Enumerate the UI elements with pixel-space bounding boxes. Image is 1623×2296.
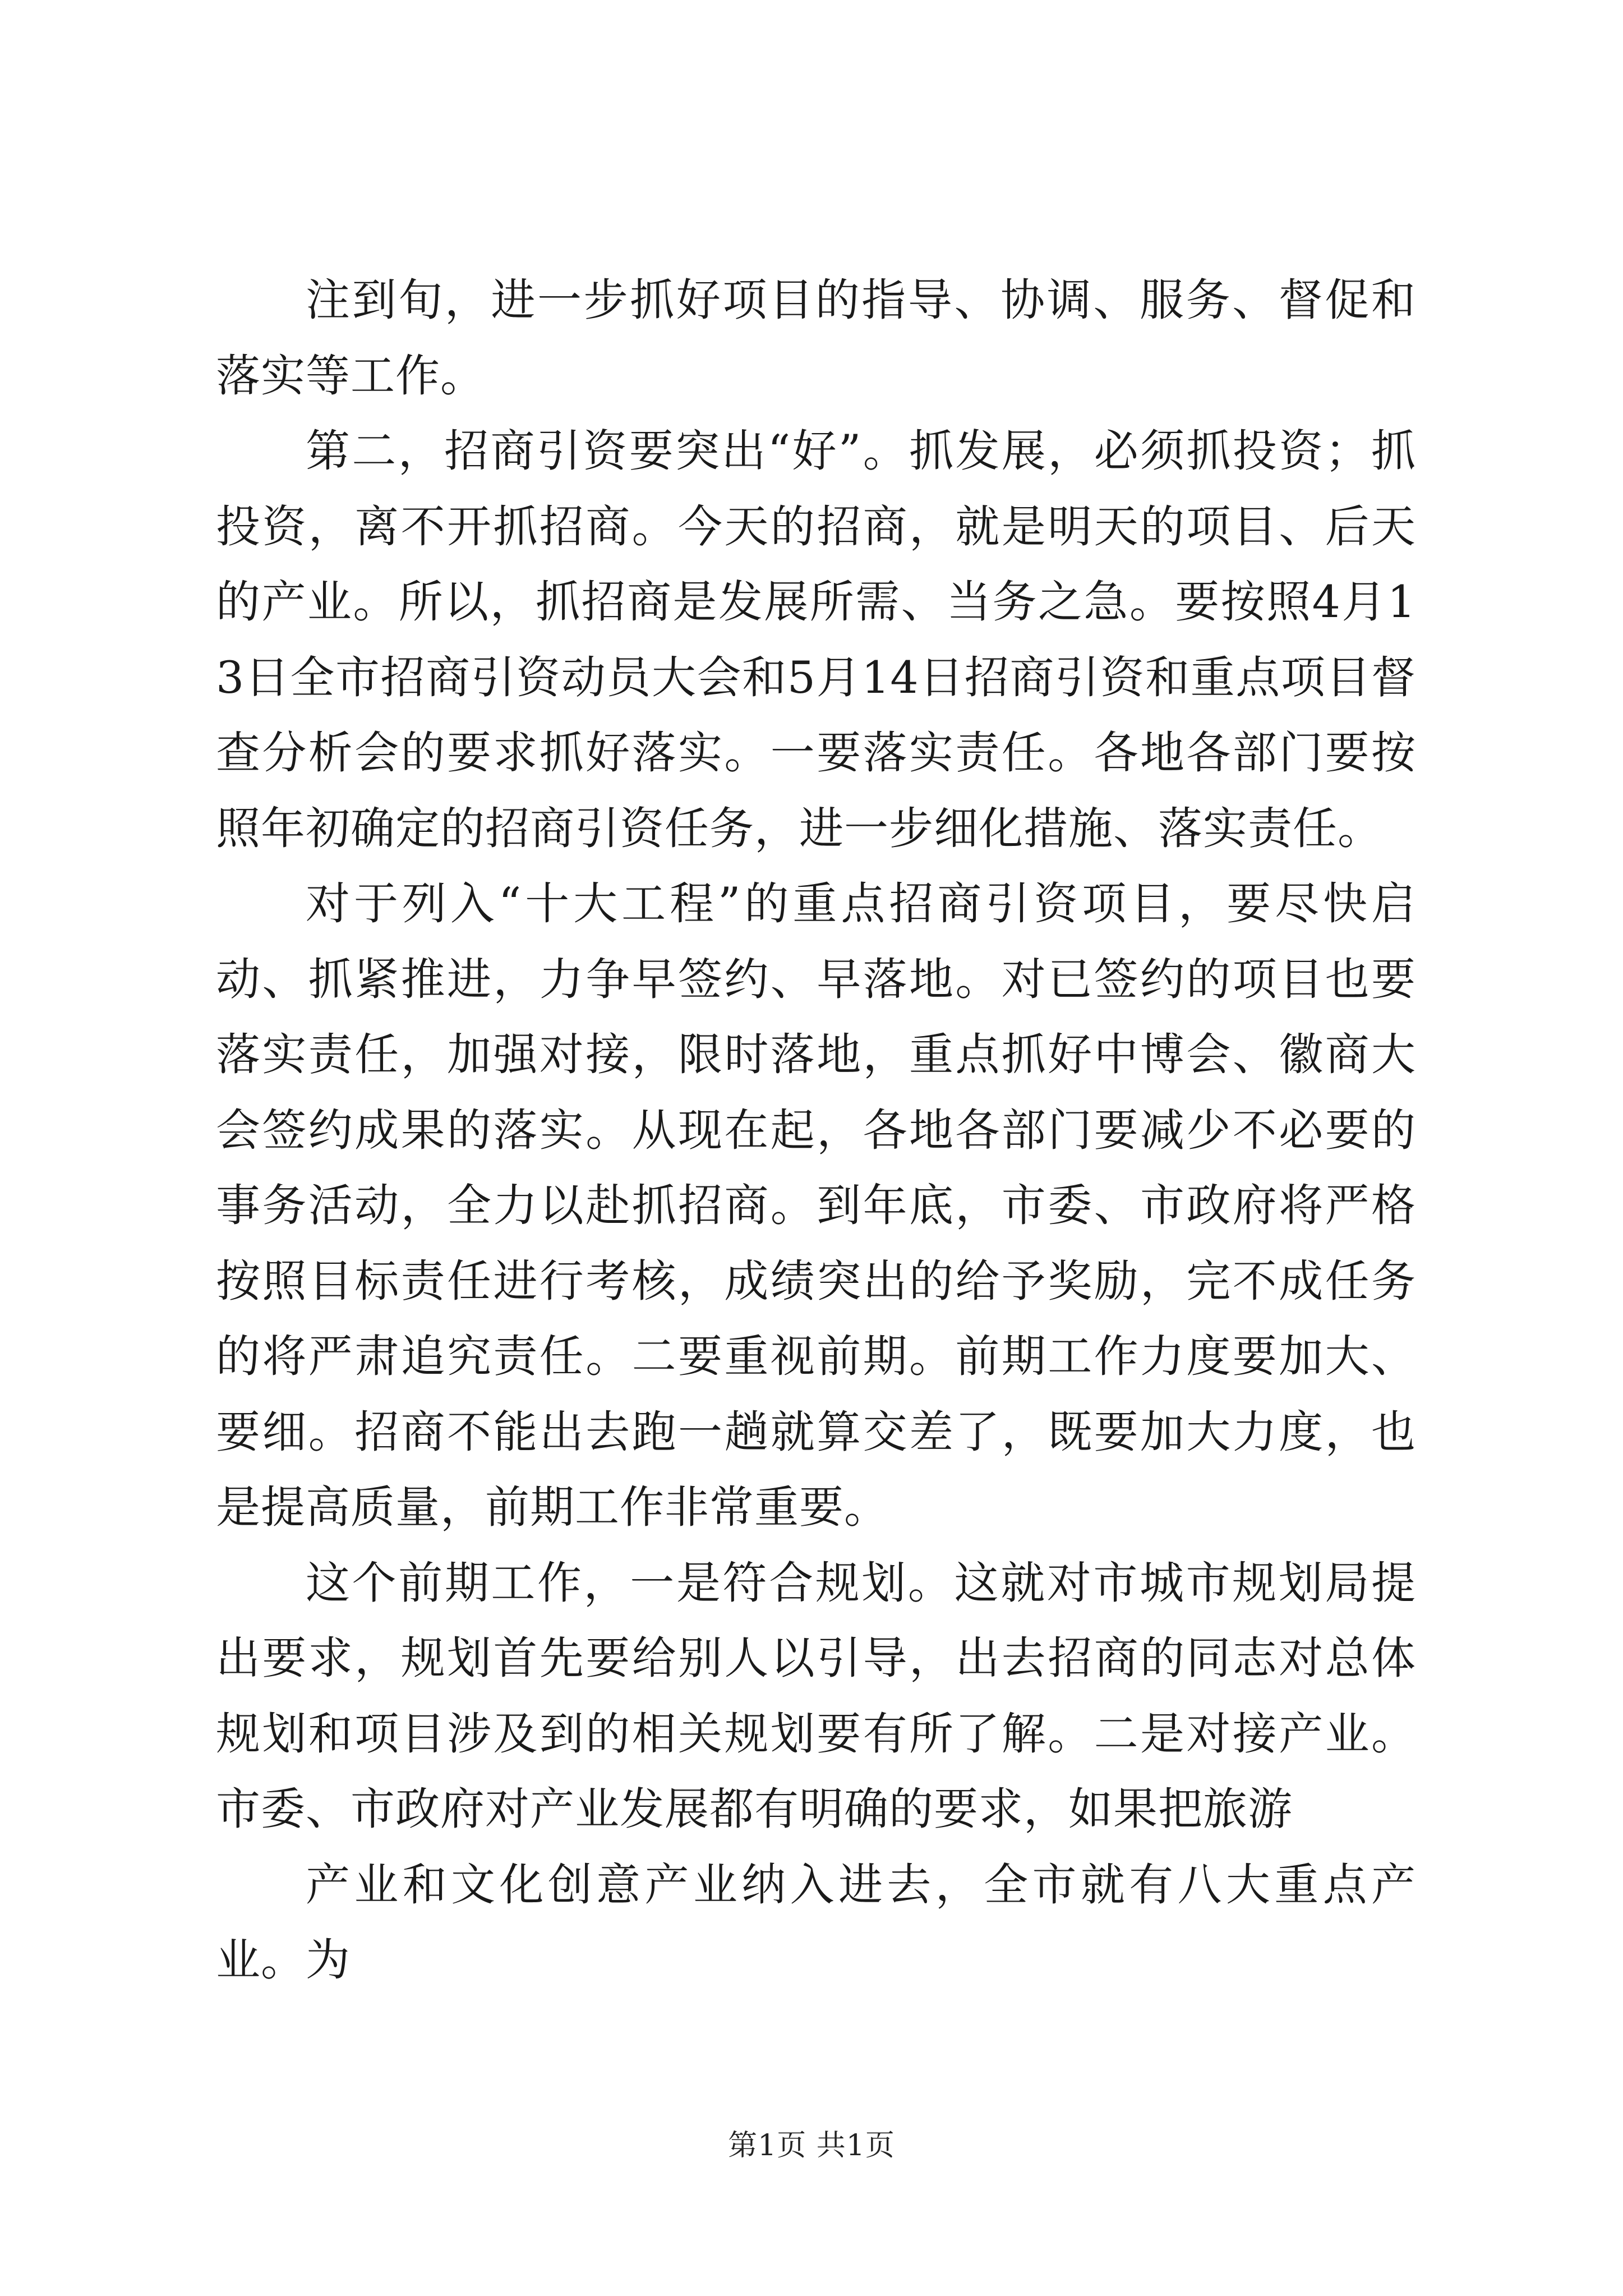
document-body	[216, 263, 1416, 1998]
paragraph-2: 第二，招商引资要突出“好”。抓发展，必须抓投资；抓投资，离不开抓招商。今天的招商，就是明天的项目、后天的产业。所以，抓招商是发展所需、当务之急。要按照4月13日全市招商引资动员大会和5月14日招商引资和重点项目督查分析会的要求抓好落实。一要落实责任。各地各部门要按照年初确定的招商引资任务，进一步细化措施、落实责任。	[216, 425, 1416, 854]
paragraph-1: 注到旬，进一步抓好项目的指导、协调、服务、督促和落实等工作。	[216, 274, 1416, 402]
paragraph-5: 产业和文化创意产业纳入进去，全市就有八大重点产业。为	[216, 1858, 1416, 1986]
page-footer: 第1页 共1页	[728, 2129, 895, 2162]
paragraph-3: 对于列入“十大工程”的重点招商引资项目，要尽快启动、抓紧推进，力争早签约、早落地。对已签约的项目也要落实责任，加强对接，限时落地，重点抓好中博会、徽商大会签约成果的落实。从现在起，各地各部门要减少不必要的事务活动，全力以赴抓招商。到年底，市委、市政府将严格按照目标责任进行考核，成绩突出的给予奖励，完不成任务的将严肃追究责任。二要重视前期。前期工作力度要加大、要细。招商不能出去跑一趟就算交差了，既要加大力度，也是提高质量，前期工作非常重要。	[216, 878, 1416, 1533]
paragraph-4: 这个前期工作，一是符合规划。这就对市城市规划局提出要求，规划首先要给别人以引导，出去招商的同志对总体规划和项目涉及到的相关规划要有所了解。二是对接产业。市委、市政府对产业发展都有明确的要求，如果把旅游	[216, 1557, 1416, 1835]
